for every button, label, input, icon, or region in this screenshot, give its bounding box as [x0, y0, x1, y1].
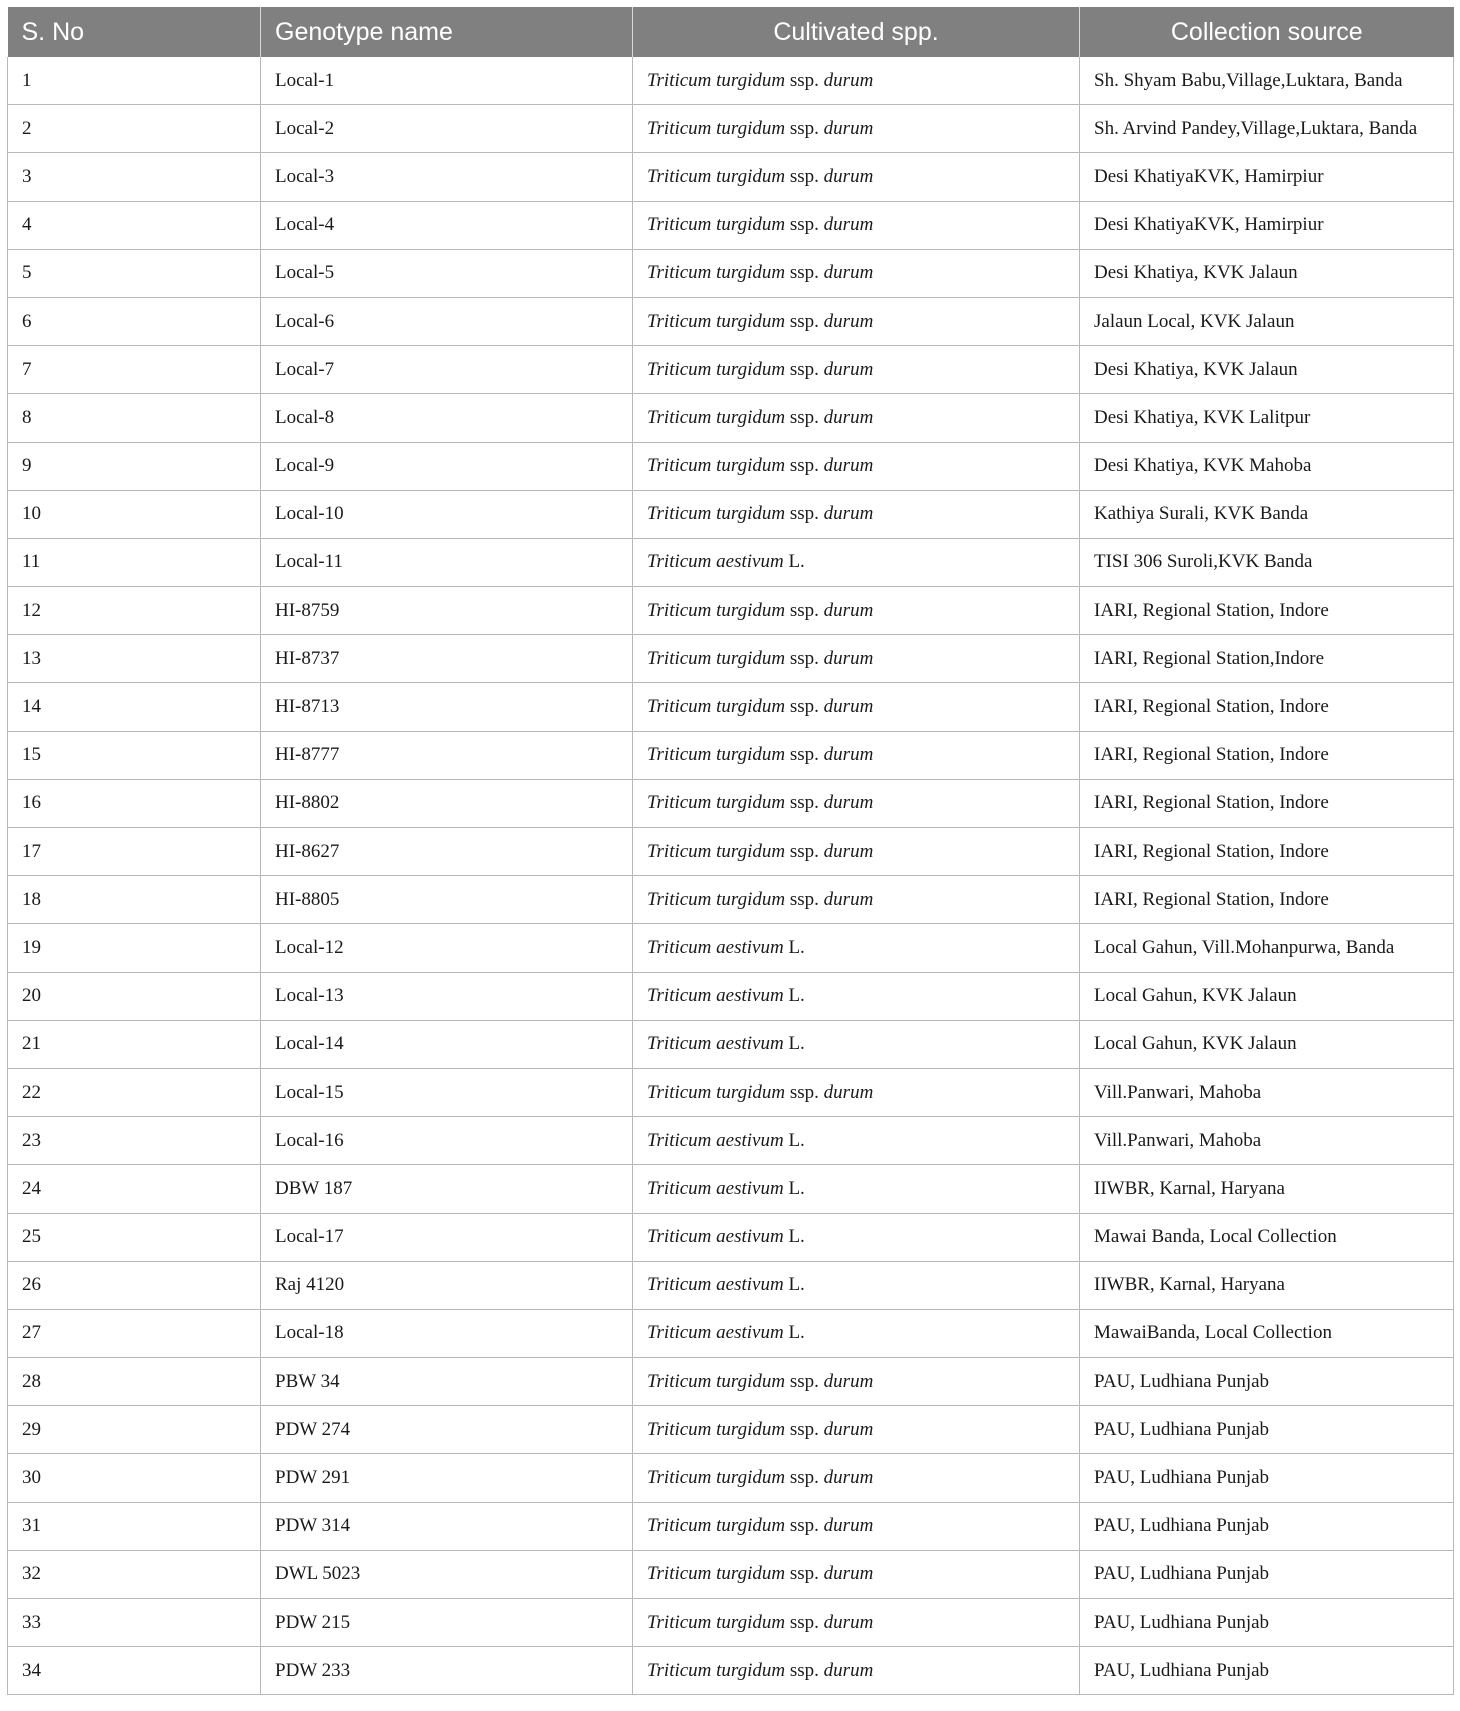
cell-cultivated-species — [633, 731, 1080, 779]
species-binomial: Triticum turgidum — [647, 455, 786, 477]
cell-cultivated-species — [633, 1647, 1080, 1695]
species-binomial: Triticum turgidum — [647, 310, 786, 332]
species-subspecies: durum — [823, 1418, 874, 1440]
cell-collection-source: MawaiBanda, Local Collection — [1080, 1309, 1454, 1357]
cell-genotype-name: Local-11 — [261, 538, 633, 586]
species-subspecies: durum — [823, 1611, 874, 1633]
cell-genotype-name: Local-14 — [261, 1020, 633, 1068]
cell-serial-number: 34 — [8, 1647, 261, 1695]
header-serial-number: S. No — [8, 7, 261, 57]
species-binomial: Triticum turgidum — [647, 599, 786, 621]
header-genotype-name: Genotype name — [261, 7, 633, 57]
cell-collection-source: PAU, Ludhiana Punjab — [1080, 1454, 1454, 1502]
cell-collection-source: PAU, Ludhiana Punjab — [1080, 1647, 1454, 1695]
cell-collection-source: Vill.Panwari, Mahoba — [1080, 1117, 1454, 1165]
cell-serial-number: 22 — [8, 1068, 261, 1116]
cell-genotype-name: PDW 215 — [261, 1599, 633, 1647]
species-rank: L. — [783, 985, 805, 1007]
species-subspecies: durum — [823, 1515, 874, 1537]
cell-cultivated-species — [633, 538, 1080, 586]
cell-serial-number: 8 — [8, 394, 261, 442]
species-subspecies: durum — [823, 503, 874, 525]
table-row — [8, 1454, 1454, 1502]
cell-genotype-name: HI-8805 — [261, 876, 633, 924]
cell-collection-source: IARI, Regional Station, Indore — [1080, 828, 1454, 876]
species-binomial: Triticum turgidum — [647, 214, 786, 236]
species-rank: L. — [783, 1177, 805, 1199]
cell-genotype-name: PDW 291 — [261, 1454, 633, 1502]
species-binomial: Triticum turgidum — [647, 840, 786, 862]
species-rank: ssp. — [785, 262, 824, 284]
cell-genotype-name: Local-10 — [261, 490, 633, 538]
cell-serial-number: 31 — [8, 1502, 261, 1550]
cell-serial-number: 25 — [8, 1213, 261, 1261]
species-subspecies: durum — [823, 840, 874, 862]
species-binomial: Triticum turgidum — [647, 1081, 786, 1103]
cell-genotype-name: Local-1 — [261, 57, 633, 105]
cell-cultivated-species — [633, 201, 1080, 249]
cell-cultivated-species — [633, 779, 1080, 827]
cell-genotype-name: Local-12 — [261, 924, 633, 972]
cell-genotype-name: Local-6 — [261, 297, 633, 345]
species-binomial: Triticum aestivum — [647, 551, 784, 573]
table-row — [8, 1020, 1454, 1068]
cell-genotype-name: Local-9 — [261, 442, 633, 490]
table-row — [8, 249, 1454, 297]
table-row — [8, 1117, 1454, 1165]
cell-collection-source: Kathiya Surali, KVK Banda — [1080, 490, 1454, 538]
table-row — [8, 394, 1454, 442]
species-binomial: Triticum turgidum — [647, 69, 786, 91]
cell-cultivated-species — [633, 153, 1080, 201]
cell-cultivated-species — [633, 394, 1080, 442]
table-row — [8, 1213, 1454, 1261]
cell-genotype-name: HI-8627 — [261, 828, 633, 876]
species-rank: ssp. — [785, 310, 824, 332]
table-row — [8, 1309, 1454, 1357]
cell-serial-number: 15 — [8, 731, 261, 779]
species-binomial: Triticum turgidum — [647, 165, 786, 187]
table-row — [8, 1068, 1454, 1116]
cell-cultivated-species — [633, 1165, 1080, 1213]
species-subspecies: durum — [823, 1563, 874, 1585]
table-row — [8, 828, 1454, 876]
cell-serial-number: 4 — [8, 201, 261, 249]
cell-cultivated-species — [633, 1117, 1080, 1165]
species-binomial: Triticum turgidum — [647, 117, 786, 139]
species-rank: ssp. — [785, 840, 824, 862]
table-row — [8, 153, 1454, 201]
cell-cultivated-species — [633, 105, 1080, 153]
table-row — [8, 442, 1454, 490]
cell-collection-source: Local Gahun, KVK Jalaun — [1080, 972, 1454, 1020]
table-row — [8, 1165, 1454, 1213]
cell-genotype-name: Local-13 — [261, 972, 633, 1020]
species-binomial: Triticum aestivum — [647, 1226, 784, 1248]
cell-cultivated-species — [633, 249, 1080, 297]
cell-genotype-name: Local-17 — [261, 1213, 633, 1261]
cell-collection-source: Mawai Banda, Local Collection — [1080, 1213, 1454, 1261]
cell-collection-source: Desi Khatiya, KVK Mahoba — [1080, 442, 1454, 490]
cell-collection-source: PAU, Ludhiana Punjab — [1080, 1599, 1454, 1647]
header-row — [8, 7, 1454, 57]
genotype-table-container — [7, 7, 1453, 1695]
cell-cultivated-species — [633, 683, 1080, 731]
species-binomial: Triticum turgidum — [647, 1467, 786, 1489]
cell-serial-number: 33 — [8, 1599, 261, 1647]
cell-collection-source: Desi Khatiya, KVK Jalaun — [1080, 346, 1454, 394]
species-rank: L. — [783, 1322, 805, 1344]
species-subspecies: durum — [823, 69, 874, 91]
cell-serial-number: 24 — [8, 1165, 261, 1213]
cell-serial-number: 32 — [8, 1550, 261, 1598]
cell-cultivated-species — [633, 1502, 1080, 1550]
species-subspecies: durum — [823, 262, 874, 284]
cell-serial-number: 28 — [8, 1358, 261, 1406]
cell-collection-source: Sh. Shyam Babu,Village,Luktara, Banda — [1080, 57, 1454, 105]
table-row — [8, 1550, 1454, 1598]
cell-serial-number: 2 — [8, 105, 261, 153]
cell-genotype-name: Local-18 — [261, 1309, 633, 1357]
cell-genotype-name: Local-7 — [261, 346, 633, 394]
cell-genotype-name: PDW 274 — [261, 1406, 633, 1454]
species-rank: ssp. — [785, 406, 824, 428]
cell-serial-number: 27 — [8, 1309, 261, 1357]
cell-cultivated-species — [633, 1550, 1080, 1598]
species-binomial: Triticum aestivum — [647, 985, 784, 1007]
table-row — [8, 683, 1454, 731]
species-rank: ssp. — [785, 1370, 824, 1392]
table-row — [8, 1502, 1454, 1550]
species-subspecies: durum — [823, 1467, 874, 1489]
cell-genotype-name: Local-3 — [261, 153, 633, 201]
species-binomial: Triticum aestivum — [647, 1129, 784, 1151]
cell-collection-source: IARI, Regional Station, Indore — [1080, 731, 1454, 779]
cell-serial-number: 9 — [8, 442, 261, 490]
species-rank: ssp. — [785, 503, 824, 525]
table-row — [8, 297, 1454, 345]
species-rank: L. — [783, 1129, 805, 1151]
cell-serial-number: 7 — [8, 346, 261, 394]
species-subspecies: durum — [823, 647, 874, 669]
species-rank: ssp. — [785, 1467, 824, 1489]
table-row — [8, 1406, 1454, 1454]
species-binomial: Triticum aestivum — [647, 936, 784, 958]
table-row — [8, 1599, 1454, 1647]
species-binomial: Triticum turgidum — [647, 262, 786, 284]
species-binomial: Triticum turgidum — [647, 1611, 786, 1633]
species-subspecies: durum — [823, 744, 874, 766]
cell-collection-source: Vill.Panwari, Mahoba — [1080, 1068, 1454, 1116]
table-row — [8, 1647, 1454, 1695]
cell-genotype-name: Local-16 — [261, 1117, 633, 1165]
cell-serial-number: 11 — [8, 538, 261, 586]
cell-serial-number: 21 — [8, 1020, 261, 1068]
cell-collection-source: TISI 306 Suroli,KVK Banda — [1080, 538, 1454, 586]
cell-genotype-name: HI-8713 — [261, 683, 633, 731]
cell-collection-source: PAU, Ludhiana Punjab — [1080, 1502, 1454, 1550]
cell-collection-source: IARI, Regional Station,Indore — [1080, 635, 1454, 683]
cell-collection-source: Jalaun Local, KVK Jalaun — [1080, 297, 1454, 345]
cell-genotype-name: PBW 34 — [261, 1358, 633, 1406]
cell-collection-source: IIWBR, Karnal, Haryana — [1080, 1261, 1454, 1309]
cell-cultivated-species — [633, 635, 1080, 683]
table-header — [8, 7, 1454, 57]
species-rank: ssp. — [785, 696, 824, 718]
cell-collection-source: PAU, Ludhiana Punjab — [1080, 1358, 1454, 1406]
cell-collection-source: Desi Khatiya, KVK Jalaun — [1080, 249, 1454, 297]
species-rank: ssp. — [785, 888, 824, 910]
cell-serial-number: 6 — [8, 297, 261, 345]
cell-genotype-name: Local-5 — [261, 249, 633, 297]
species-rank: ssp. — [785, 1081, 824, 1103]
species-binomial: Triticum turgidum — [647, 744, 786, 766]
species-binomial: Triticum turgidum — [647, 358, 786, 380]
cell-cultivated-species — [633, 442, 1080, 490]
cell-serial-number: 3 — [8, 153, 261, 201]
species-binomial: Triticum turgidum — [647, 792, 786, 814]
cell-serial-number: 12 — [8, 587, 261, 635]
cell-cultivated-species — [633, 972, 1080, 1020]
species-rank: L. — [783, 1274, 805, 1296]
cell-genotype-name: HI-8777 — [261, 731, 633, 779]
species-rank: ssp. — [785, 117, 824, 139]
species-rank: ssp. — [785, 1418, 824, 1440]
species-binomial: Triticum turgidum — [647, 1563, 786, 1585]
cell-genotype-name: PDW 314 — [261, 1502, 633, 1550]
table-row — [8, 924, 1454, 972]
cell-serial-number: 26 — [8, 1261, 261, 1309]
cell-collection-source: Desi KhatiyaKVK, Hamirpiur — [1080, 153, 1454, 201]
table-row — [8, 635, 1454, 683]
cell-serial-number: 18 — [8, 876, 261, 924]
table-row — [8, 1358, 1454, 1406]
cell-serial-number: 14 — [8, 683, 261, 731]
cell-cultivated-species — [633, 297, 1080, 345]
cell-collection-source: Local Gahun, Vill.Mohanpurwa, Banda — [1080, 924, 1454, 972]
species-rank: ssp. — [785, 455, 824, 477]
species-binomial: Triticum turgidum — [647, 1659, 786, 1681]
cell-collection-source: IARI, Regional Station, Indore — [1080, 683, 1454, 731]
table-row — [8, 346, 1454, 394]
cell-serial-number: 19 — [8, 924, 261, 972]
species-subspecies: durum — [823, 1659, 874, 1681]
species-subspecies: durum — [823, 117, 874, 139]
table-row — [8, 1261, 1454, 1309]
header-collection-source: Collection source — [1080, 7, 1454, 57]
species-rank: L. — [783, 936, 805, 958]
table-row — [8, 587, 1454, 635]
cell-collection-source: Local Gahun, KVK Jalaun — [1080, 1020, 1454, 1068]
cell-cultivated-species — [633, 1213, 1080, 1261]
cell-collection-source: PAU, Ludhiana Punjab — [1080, 1406, 1454, 1454]
species-rank: ssp. — [785, 165, 824, 187]
cell-genotype-name: HI-8802 — [261, 779, 633, 827]
table-body — [8, 57, 1454, 1695]
species-rank: ssp. — [785, 1611, 824, 1633]
species-subspecies: durum — [823, 214, 874, 236]
cell-collection-source: Sh. Arvind Pandey,Village,Luktara, Banda — [1080, 105, 1454, 153]
header-cultivated-species: Cultivated spp. — [633, 7, 1080, 57]
cell-collection-source: Desi KhatiyaKVK, Hamirpiur — [1080, 201, 1454, 249]
species-subspecies: durum — [823, 888, 874, 910]
cell-serial-number: 23 — [8, 1117, 261, 1165]
species-rank: ssp. — [785, 1563, 824, 1585]
cell-genotype-name: Raj 4120 — [261, 1261, 633, 1309]
cell-genotype-name: Local-2 — [261, 105, 633, 153]
table-row — [8, 201, 1454, 249]
species-binomial: Triticum turgidum — [647, 406, 786, 428]
species-binomial: Triticum turgidum — [647, 1418, 786, 1440]
table-row — [8, 779, 1454, 827]
species-subspecies: durum — [823, 165, 874, 187]
species-subspecies: durum — [823, 455, 874, 477]
cell-cultivated-species — [633, 828, 1080, 876]
species-subspecies: durum — [823, 1081, 874, 1103]
species-subspecies: durum — [823, 406, 874, 428]
genotype-table — [7, 7, 1454, 1695]
cell-genotype-name: Local-8 — [261, 394, 633, 442]
species-binomial: Triticum aestivum — [647, 1274, 784, 1296]
species-binomial: Triticum aestivum — [647, 1033, 784, 1055]
species-binomial: Triticum turgidum — [647, 696, 786, 718]
cell-genotype-name: DBW 187 — [261, 1165, 633, 1213]
species-rank: ssp. — [785, 744, 824, 766]
species-subspecies: durum — [823, 358, 874, 380]
cell-cultivated-species — [633, 876, 1080, 924]
species-binomial: Triticum turgidum — [647, 1370, 786, 1392]
cell-cultivated-species — [633, 57, 1080, 105]
cell-cultivated-species — [633, 1068, 1080, 1116]
cell-collection-source: Desi Khatiya, KVK Lalitpur — [1080, 394, 1454, 442]
species-rank: ssp. — [785, 647, 824, 669]
species-rank: L. — [783, 551, 805, 573]
cell-genotype-name: HI-8759 — [261, 587, 633, 635]
cell-collection-source: PAU, Ludhiana Punjab — [1080, 1550, 1454, 1598]
cell-genotype-name: PDW 233 — [261, 1647, 633, 1695]
species-subspecies: durum — [823, 599, 874, 621]
species-subspecies: durum — [823, 1370, 874, 1392]
cell-collection-source: IARI, Regional Station, Indore — [1080, 876, 1454, 924]
cell-cultivated-species — [633, 490, 1080, 538]
species-binomial: Triticum turgidum — [647, 503, 786, 525]
cell-cultivated-species — [633, 587, 1080, 635]
cell-genotype-name: DWL 5023 — [261, 1550, 633, 1598]
species-subspecies: durum — [823, 310, 874, 332]
cell-genotype-name: Local-15 — [261, 1068, 633, 1116]
species-rank: L. — [783, 1033, 805, 1055]
species-rank: ssp. — [785, 1515, 824, 1537]
species-binomial: Triticum turgidum — [647, 888, 786, 910]
species-rank: ssp. — [785, 1659, 824, 1681]
cell-serial-number: 20 — [8, 972, 261, 1020]
table-row — [8, 490, 1454, 538]
cell-cultivated-species — [633, 1261, 1080, 1309]
species-binomial: Triticum turgidum — [647, 647, 786, 669]
cell-collection-source: IARI, Regional Station, Indore — [1080, 779, 1454, 827]
cell-serial-number: 5 — [8, 249, 261, 297]
species-subspecies: durum — [823, 696, 874, 718]
table-row — [8, 538, 1454, 586]
table-row — [8, 57, 1454, 105]
species-binomial: Triticum turgidum — [647, 1515, 786, 1537]
cell-serial-number: 16 — [8, 779, 261, 827]
cell-genotype-name: HI-8737 — [261, 635, 633, 683]
species-binomial: Triticum aestivum — [647, 1322, 784, 1344]
cell-genotype-name: Local-4 — [261, 201, 633, 249]
species-rank: L. — [783, 1226, 805, 1248]
cell-cultivated-species — [633, 1406, 1080, 1454]
cell-cultivated-species — [633, 1309, 1080, 1357]
cell-cultivated-species — [633, 924, 1080, 972]
cell-collection-source: IIWBR, Karnal, Haryana — [1080, 1165, 1454, 1213]
cell-cultivated-species — [633, 1358, 1080, 1406]
cell-cultivated-species — [633, 1020, 1080, 1068]
species-rank: ssp. — [785, 358, 824, 380]
cell-serial-number: 10 — [8, 490, 261, 538]
species-rank: ssp. — [785, 599, 824, 621]
cell-cultivated-species — [633, 1599, 1080, 1647]
cell-serial-number: 1 — [8, 57, 261, 105]
species-subspecies: durum — [823, 792, 874, 814]
cell-collection-source: IARI, Regional Station, Indore — [1080, 587, 1454, 635]
table-row — [8, 731, 1454, 779]
cell-serial-number: 13 — [8, 635, 261, 683]
species-rank: ssp. — [785, 792, 824, 814]
species-binomial: Triticum aestivum — [647, 1177, 784, 1199]
table-row — [8, 972, 1454, 1020]
species-rank: ssp. — [785, 214, 824, 236]
cell-serial-number: 17 — [8, 828, 261, 876]
cell-serial-number: 29 — [8, 1406, 261, 1454]
species-rank: ssp. — [785, 69, 824, 91]
table-row — [8, 105, 1454, 153]
cell-serial-number: 30 — [8, 1454, 261, 1502]
cell-cultivated-species — [633, 346, 1080, 394]
table-row — [8, 876, 1454, 924]
cell-cultivated-species — [633, 1454, 1080, 1502]
